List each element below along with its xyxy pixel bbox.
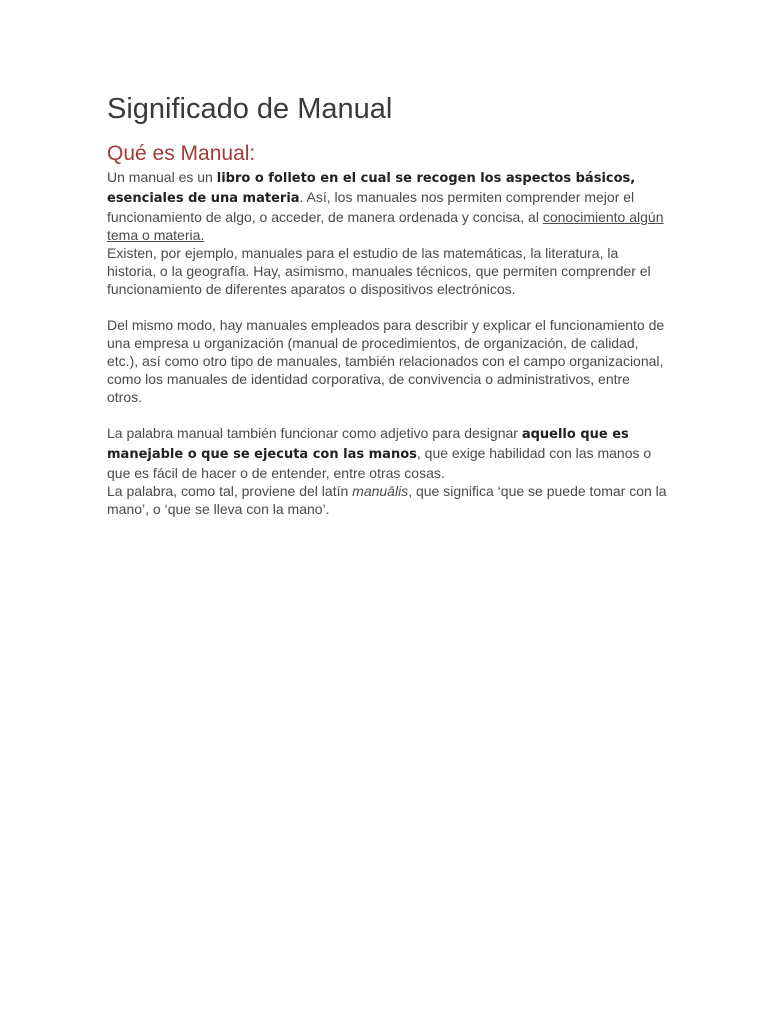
bold-text: aquello que es manejable o que se ejecuta con las manos	[107, 427, 629, 462]
paragraph-etymology	[107, 482, 667, 518]
text-run: La palabra manual también funcionar como adjetivo para designar	[107, 425, 522, 441]
text-run: La palabra, como tal, proviene del latín	[107, 483, 353, 499]
text-run: , que exige habilidad con las manos o que es fácil de hacer o de entender, entre otras cosas.	[107, 445, 652, 481]
paragraph-adjective	[107, 424, 667, 482]
section-heading: Qué es Manual:	[107, 142, 256, 165]
bold-text: libro o folleto en el cual se recogen los aspectos básicos, esenciales de una materia	[107, 171, 636, 206]
spacer	[107, 298, 667, 316]
text-run: . Así, los manuales nos permiten comprender mejor el funcionamiento de algo, o acceder, de manera ordenada y concisa, al	[107, 189, 635, 225]
document-page	[107, 88, 667, 518]
paragraph-organizational: Del mismo modo, hay manuales empleados para describir y explicar el funcionamiento de una empresa u organización (manual de procedimientos, de organización, de calidad, etc.), así como otro tipo de manuales, también relacionados con el campo organizacional, como los manuales de identidad corporativa, de convivencia o administrativos, entre otros.	[107, 317, 665, 405]
text-run: Un manual es un	[107, 169, 217, 185]
italic-text: manuālis	[352, 483, 409, 499]
text-run: , que significa ‘que se puede tomar con la mano’, o ‘que se lleva con la mano’.	[107, 483, 667, 517]
paragraph-examples: Existen, por ejemplo, manuales para el estudio de las matemáticas, la literatura, la historia, o la geografía. Hay, asimismo, manuales técnicos, que permiten comprender el funcionamiento de diferentes aparatos o dispositivos electrónicos.	[107, 245, 651, 297]
spacer	[107, 406, 667, 424]
page-title: Significado de Manual	[107, 93, 393, 125]
underlined-link[interactable]: conocimiento algún tema o materia.	[107, 209, 664, 243]
paragraph-definition	[107, 168, 667, 244]
